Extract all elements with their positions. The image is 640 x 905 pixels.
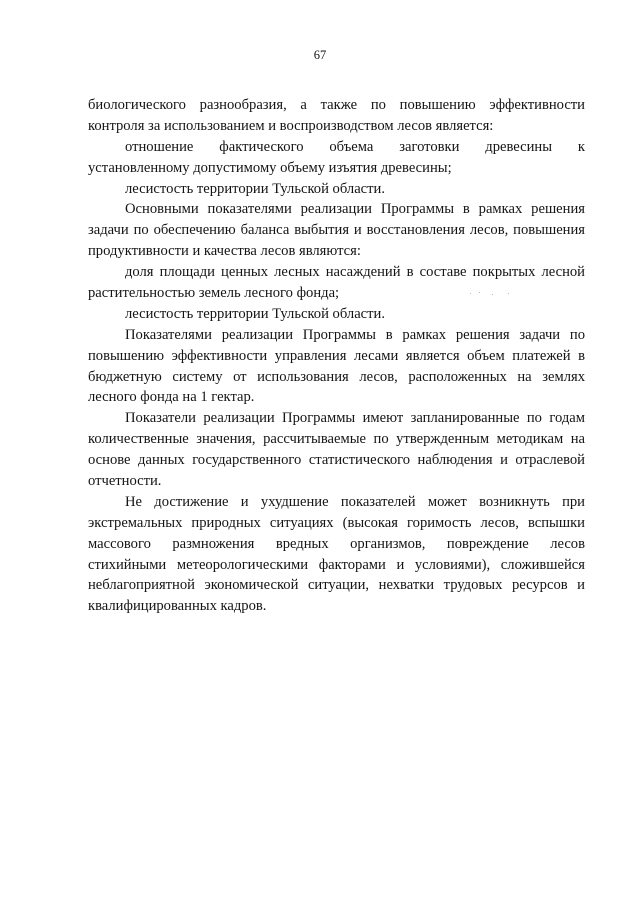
text-line: отношение фактического объема заготовки древесины к <box>125 138 585 155</box>
text-line: отчетности. <box>88 473 162 490</box>
text-line: неблагоприятной экономической ситуации, нехватки трудовых ресурсов и <box>88 577 585 594</box>
text-line: Не достижение и ухудшение показателей может возникнуть при <box>125 493 585 510</box>
text-line: растительностью земель лесного фонда; <box>88 285 340 302</box>
text-line: бюджетную систему от использования лесов, расположенных на землях <box>88 368 585 385</box>
text-line: доля площади ценных лесных насаждений в составе покрытых лесной <box>125 264 585 281</box>
text-line: основе данных государственного статистического наблюдения и отраслевой <box>88 452 585 469</box>
text-line: повышению эффективности управления лесами является объем платежей в <box>88 347 585 364</box>
text-line: Основными показателями реализации Программы в рамках решения <box>125 201 585 218</box>
text-line: экстремальных природных ситуациях (высокая горимость лесов, вспышки <box>88 514 585 531</box>
text-line: продуктивности и качества лесов являются: <box>88 243 361 260</box>
text-line: Показателями реализации Программы в рамках решения задачи по <box>125 326 585 343</box>
text-line: установленному допустимому объему изъятия древесины; <box>88 159 452 176</box>
page-number: 67 <box>313 48 327 62</box>
text-line: лесного фонда на 1 гектар. <box>88 389 255 406</box>
text-line: Показатели реализации Программы имеют запланированные по годам <box>125 410 585 427</box>
text-line: стихийными метеорологическими факторами и условиями), сложившейся <box>88 556 585 573</box>
text-line: лесистость территории Тульской области. <box>125 305 385 322</box>
text-line: массового размножения вредных организмов, повреждение лесов <box>88 535 585 552</box>
text-line: задачи по обеспечению баланса выбытия и восстановления лесов, повышения <box>88 222 585 239</box>
document-body <box>88 95 585 617</box>
text-line: биологического разнообразия, а также по повышению эффективности <box>88 97 585 113</box>
scan-specks <box>470 292 520 295</box>
text-line: количественные значения, рассчитываемые по утвержденным методикам на <box>88 431 585 448</box>
text-line: лесистость территории Тульской области. <box>125 180 385 197</box>
text-line: квалифицированных кадров. <box>88 598 267 615</box>
text-line: контроля за использованием и воспроизводством лесов является: <box>88 117 494 134</box>
